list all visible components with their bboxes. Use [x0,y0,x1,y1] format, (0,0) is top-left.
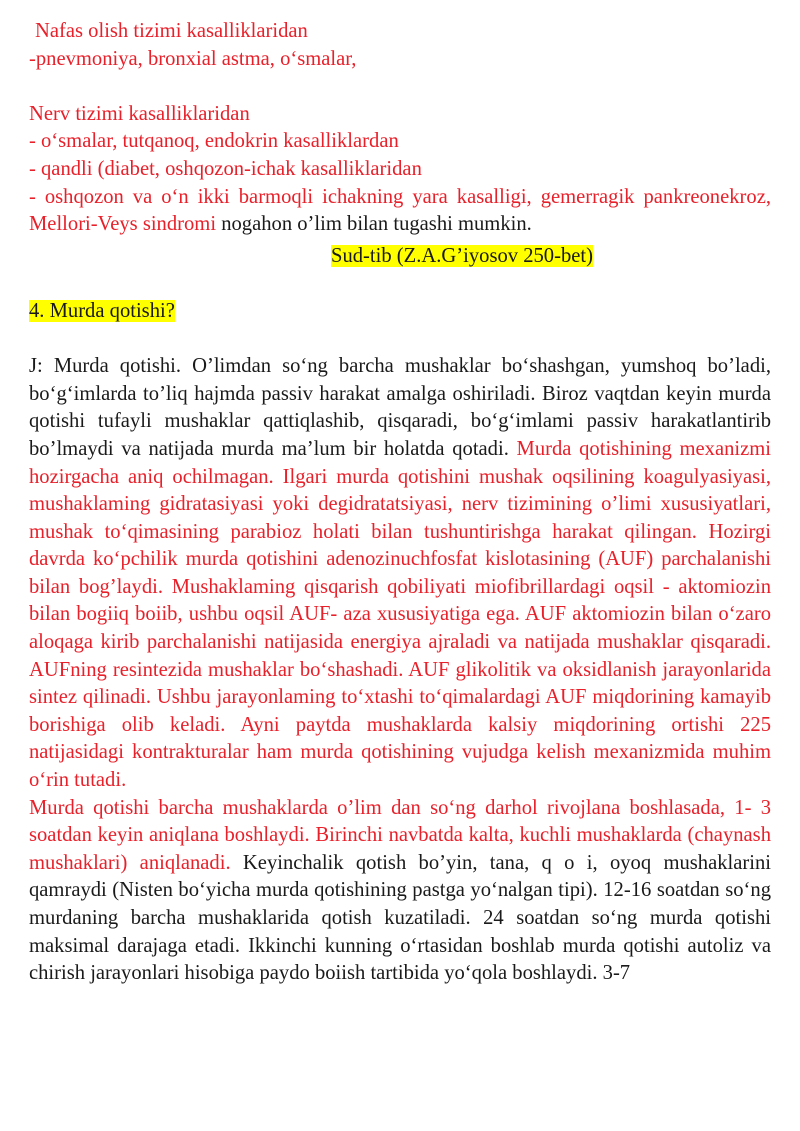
spacer [29,326,771,354]
answer-p2-red: Murda qotishi barcha mushaklarda o’lim dan so‘ng darhol rivojlana boshlasada, 1- 3 soatdan keyin aniqlana boshlaydi. Birinchi navbatda kalta, kuchli mushaklarda (chaynash mushaklari) aniqlanadi. [29,796,771,874]
spacer [29,73,771,101]
spacer [29,270,771,298]
reference-line [29,243,771,271]
intro-line-1: Nafas olish tizimi kasalliklaridan [35,20,308,42]
document-page [29,18,771,988]
intro-line-6-black: nogahon o’lim bilan tugashi mumkin. [216,213,532,236]
intro-line-5: - qandli (diabet, oshqozon-ichak kasalliklaridan [29,157,422,180]
answer-paragraph-1 [29,353,771,795]
answer-p1-red: Murda qotishining mexanizmi hozirgacha aniq ochilmagan. Ilgari murda qotishini mushak oqsilining koagulyasiyasi, mushaklaming gidratasiyasi yoki degidratatsiyasi, nerv tizimining o’limi xususiyatlari, mushak to‘qimasining parabioz holati bilan tushuntirishga harakat qilingan. Hozirgi davrda ko‘pchilik murda qotishini adenozinuchfosfat kislotasining (AUF) parchalanishi bilan bog’laydi. Mushaklaming qisqarish qobiliyati miofibrillardagi oqsil - aktomiozin bilan bogiiq boiib, ushbu oqsil AUF- aza xususiyatiga ega. AUF aktomiozin bilan o‘zaro aloqaga kirib parchalanishi natijasida energiya ajraladi va natijada mushaklar qisqaradi. AUFning resintezida mushaklar bo‘shashadi. AUF glikolitik va oksidlanish jarayonlarida sintez qilinadi. Ushbu jarayonlaming to‘xtashi to‘qimalardagi AUF miqdorining kamayib borishiga olib keladi. Ayni paytda mushaklarda kalsiy miqdorining ortishi 225 natijasidagi kontrakturalar ham murda qotishining vujudga kelish mexanizmida muhim o‘rin tutadi. [29,437,771,792]
intro-line-4: - o‘smalar, tutqanoq, endokrin kasalliklardan [29,130,399,153]
intro-line-3: Nerv tizimi kasalliklaridan [29,102,250,125]
intro-line-2: -pnevmoniya, bronxial astma, o‘smalar, [29,47,357,70]
answer-p1-black: J: Murda qotishi. O’limdan so‘ng barcha mushaklar bo‘shashgan, yumshoq bo’ladi, bo‘g‘imlarda to’liq hajmda passiv harakat amalga oshiriladi. Biroz vaqtdan keyin murda qotishi tufayli mushaklar qattiqlashib, qisqaradi, bo‘g‘imlami passiv harakatlantirib bo’lmaydi va natijada murda ma’lum bir holatda qotadi. [29,355,771,460]
question-heading [29,298,771,326]
question-highlight: 4. Murda qotishi? [29,299,175,322]
intro-line-6-red: - oshqozon va o‘n ikki barmoqli ichakning yara kasalligi, gemerragik pankreonekroz, Mellori-Veys sindromi [29,185,771,236]
reference-highlight: Sud-tib (Z.A.G’iyosov 250-bet) [331,244,593,267]
answer-paragraph-2 [29,795,771,988]
answer-p2-black: Keyinchalik qotish bo’yin, tana, q o i, oyoq mushaklarini qamraydi (Nisten bo‘yicha murda qotishining pastga yo‘nalgan tipi). 12-16 soatdan so‘ng murdaning barcha mushaklarida qotish kuzatiladi. 24 soatdan so‘ng murda qotishi maksimal darajaga etadi. Ikkinchi kunning o‘rtasidan boshlab murda qotishi autoliz va chirish jarayonlari hisobiga paydo boiish tartibida yo‘qola boshlaydi. 3-7 [29,851,771,985]
intro-paragraph-6 [29,184,771,239]
